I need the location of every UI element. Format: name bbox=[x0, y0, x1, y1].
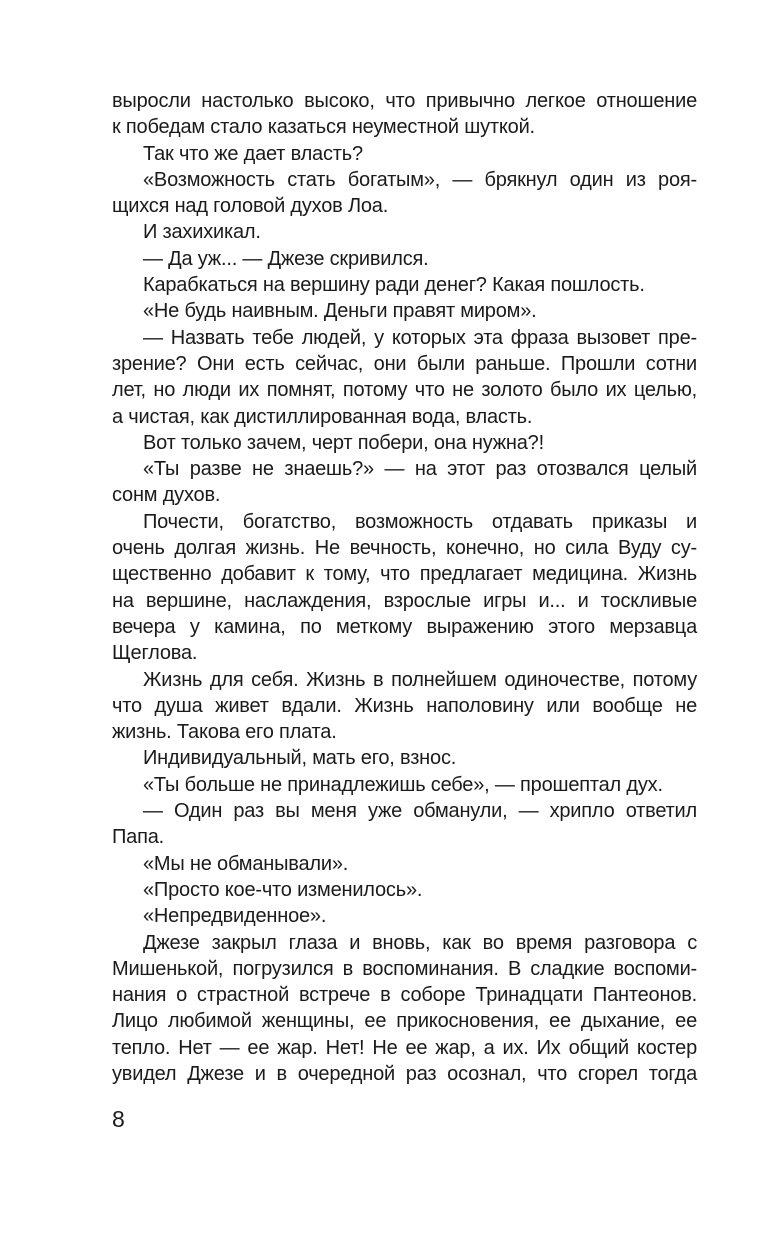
text-line: Жизнь для себя. Жизнь в полнейшем одиночестве, потому bbox=[143, 668, 697, 691]
text-line: к победам стало казаться неуместной шуткой. bbox=[112, 116, 535, 139]
text-line: «Просто кое-что изменилось». bbox=[143, 878, 423, 901]
paragraph bbox=[112, 167, 697, 220]
text-line: «Ты разве не знаешь?» — на этот раз отозвался целый bbox=[143, 458, 697, 481]
text-line: щественно добавит к тому, что предлагает медицина. Жизнь bbox=[112, 563, 697, 586]
text-line: Индивидуальный, мать его, взнос. bbox=[143, 747, 457, 770]
text-line: лет, но люди их помнят, потому что не золото было их целью, bbox=[112, 379, 697, 402]
text-line: И захихикал. bbox=[143, 221, 261, 244]
text-line: на вершине, наслаждения, взрослые игры и... и тоскливые bbox=[112, 589, 697, 612]
text-line: — Один раз вы меня уже обманули, — хрипло ответил bbox=[143, 800, 697, 823]
text-line: «Возможность стать богатым», — брякнул один из роя- bbox=[143, 168, 697, 191]
paragraph bbox=[112, 745, 697, 771]
paragraph bbox=[112, 141, 697, 167]
text-line: увидел Джезе и в очередной раз осознал, что сгорел тогда bbox=[112, 1062, 697, 1085]
paragraph bbox=[112, 456, 697, 509]
paragraph bbox=[112, 298, 697, 324]
text-line: Щеглова. bbox=[112, 642, 198, 665]
text-line: очень долгая жизнь. Не вечность, конечно, но сила Вуду су- bbox=[112, 537, 697, 560]
text-line: жизнь. Такова его плата. bbox=[112, 721, 337, 744]
text-line: Вот только зачем, черт побери, она нужна?! bbox=[143, 431, 544, 454]
page-number: 8 bbox=[112, 1106, 125, 1132]
text-line: Почести, богатство, возможность отдавать приказы и bbox=[143, 510, 697, 533]
text-line: Мишенькой, погрузился в воспоминания. В сладкие воспоми- bbox=[112, 957, 697, 980]
text-line: сонм духов. bbox=[112, 484, 221, 507]
text-line: «Ты больше не принадлежишь себе», — прошептал дух. bbox=[143, 773, 663, 796]
text-line: «Не будь наивным. Деньги правят миром». bbox=[143, 300, 537, 323]
paragraph bbox=[112, 272, 697, 298]
paragraph bbox=[112, 903, 697, 929]
text-line: вечера у камина, по меткому выражению этого мерзавца bbox=[112, 615, 697, 638]
text-line: щихся над головой духов Лоа. bbox=[112, 195, 389, 218]
text-line: нания о страстной встрече в соборе Тринадцати Пантеонов. bbox=[112, 984, 697, 1007]
paragraph bbox=[112, 509, 697, 667]
text-line: Так что же дает власть? bbox=[143, 142, 363, 165]
page-text bbox=[112, 88, 697, 1087]
paragraph bbox=[112, 325, 697, 430]
paragraph bbox=[112, 219, 697, 245]
text-line: выросли настолько высоко, что привычно легкое отношение bbox=[112, 90, 697, 112]
text-line: что душа живет вдали. Жизнь наполовину или вообще не bbox=[112, 694, 697, 717]
paragraph bbox=[112, 246, 697, 272]
text-line: «Мы не обманывали». bbox=[143, 852, 349, 875]
text-line: а чистая, как дистиллированная вода, власть. bbox=[112, 405, 533, 428]
paragraph bbox=[112, 798, 697, 851]
text-line: — Назвать тебе людей, у которых эта фраза вызовет пре- bbox=[143, 326, 697, 349]
text-line: Джезе закрыл глаза и вновь, как во время разговора с bbox=[143, 931, 697, 954]
text-line: «Непредвиденное». bbox=[143, 905, 327, 928]
paragraph bbox=[112, 667, 697, 746]
text-line: зрение? Они есть сейчас, они были раньше. Прошли сотни bbox=[112, 352, 697, 375]
text-line: Лицо любимой женщины, ее прикосновения, ее дыхание, ее bbox=[112, 1010, 697, 1033]
paragraph bbox=[112, 430, 697, 456]
paragraph bbox=[112, 772, 697, 798]
text-line: тепло. Нет — ее жар. Нет! Не ее жар, а их. Их общий костер bbox=[112, 1036, 697, 1059]
paragraph bbox=[112, 877, 697, 903]
paragraph bbox=[112, 88, 697, 141]
text-line: Папа. bbox=[112, 826, 165, 849]
paragraph bbox=[112, 930, 697, 1088]
paragraph bbox=[112, 851, 697, 877]
text-line: — Да уж... — Джезе скривился. bbox=[143, 247, 429, 270]
text-line: Карабкаться на вершину ради денег? Какая пошлость. bbox=[143, 274, 645, 297]
